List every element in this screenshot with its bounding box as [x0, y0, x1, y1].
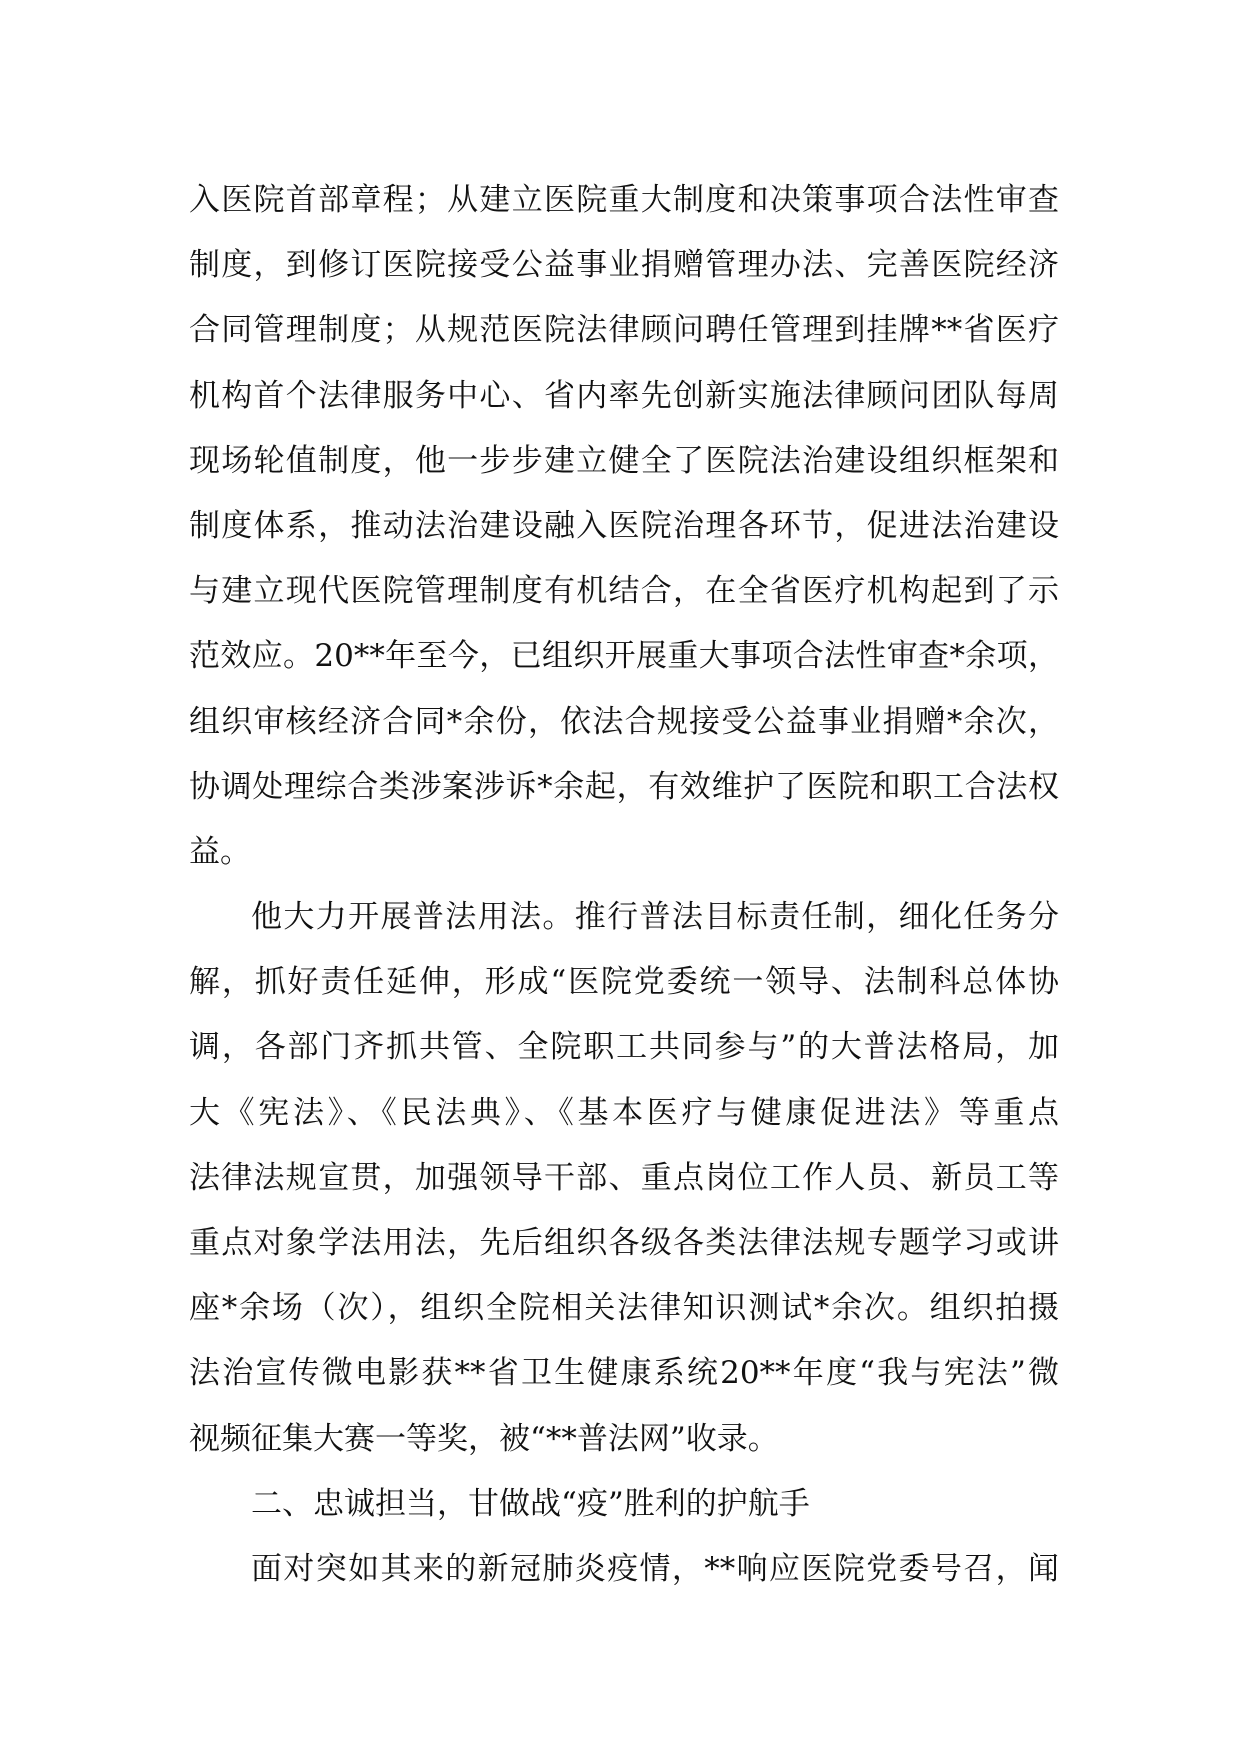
- text-line: 法治宣传微电影获**省卫生健康系统20**年度“我与宪法”微: [189, 1355, 1059, 1392]
- text-line: 现场轮值制度，他一步步建立健全了医院法治建设组织框架和: [189, 442, 1059, 479]
- paragraph-first-line: 面对突如其来的新冠肺炎疫情，**响应医院党委号召，闻: [251, 1550, 1059, 1587]
- text-line: 协调处理综合类涉案涉诉*余起，有效维护了医院和职工合法权: [189, 768, 1059, 805]
- text-line: 法律法规宣贯，加强领导干部、重点岗位工作人员、新员工等: [189, 1159, 1059, 1196]
- text-line: 机构首个法律服务中心、省内率先创新实施法律顾问团队每周: [189, 377, 1059, 414]
- section-heading: 二、忠诚担当，甘做战“疫”胜利的护航手: [251, 1485, 810, 1522]
- text-line: 与建立现代医院管理制度有机结合，在全省医疗机构起到了示: [189, 573, 1059, 610]
- document-body: [189, 168, 1059, 1602]
- text-line: 范效应。20**年至今，已组织开展重大事项合法性审查*余项，: [189, 638, 1059, 675]
- text-line: 入医院首部章程；从建立医院重大制度和决策事项合法性审查: [189, 182, 1059, 218]
- text-line: 组织审核经济合同*余份，依法合规接受公益事业捐赠*余次，: [189, 703, 1059, 740]
- text-line: 制度，到修订医院接受公益事业捐赠管理办法、完善医院经济: [189, 247, 1059, 284]
- text-line: 调，各部门齐抓共管、全院职工共同参与”的大普法格局，加: [189, 1029, 1059, 1066]
- text-line: 大《宪法》、《民法典》、《基本医疗与健康促进法》等重点: [189, 1094, 1059, 1131]
- text-line: 合同管理制度；从规范医院法律顾问聘任管理到挂牌**省医疗: [189, 312, 1059, 349]
- text-line: 座*余场（次），组织全院相关法律知识测试*余次。组织拍摄: [189, 1290, 1059, 1327]
- text-line: 视频征集大赛一等奖，被“**普法网”收录。: [189, 1420, 779, 1457]
- paragraph-first-line: 他大力开展普法用法。推行普法目标责任制，细化任务分: [251, 899, 1059, 936]
- text-line: 重点对象学法用法，先后组织各级各类法律法规专题学习或讲: [189, 1225, 1059, 1261]
- text-line: 益。: [189, 833, 251, 870]
- text-line: 制度体系，推动法治建设融入医院治理各环节，促进法治建设: [189, 507, 1059, 544]
- text-line: 解，抓好责任延伸，形成“医院党委统一领导、法制科总体协: [189, 964, 1059, 1001]
